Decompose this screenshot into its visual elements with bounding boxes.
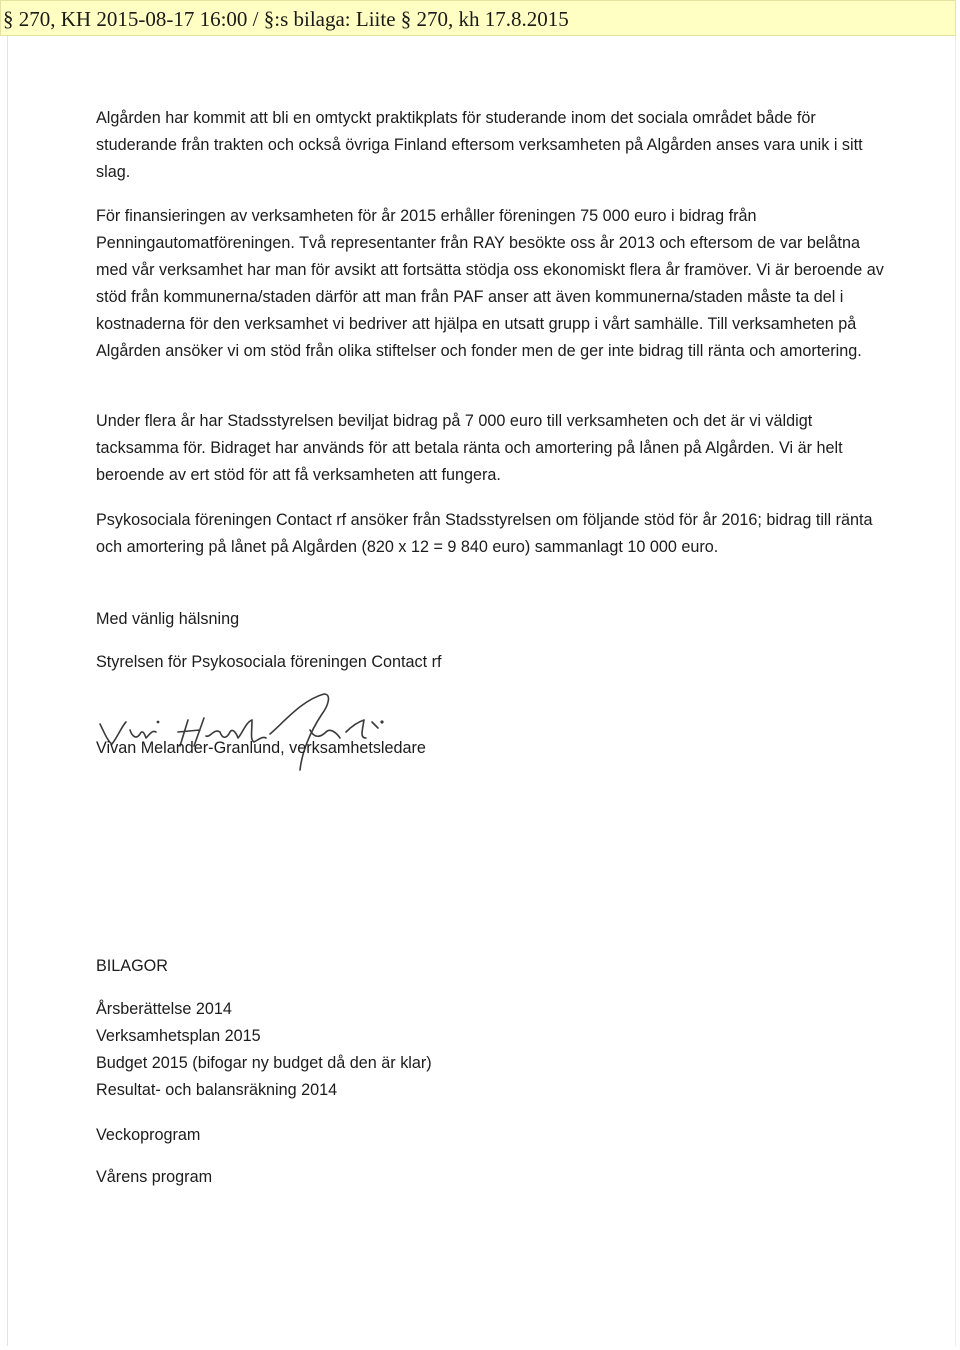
scan-right-edge (955, 36, 956, 1346)
attachment-item-veckoprogram: Veckoprogram (96, 1126, 201, 1144)
attachment-item-varens-program: Vårens program (96, 1168, 213, 1186)
attachment-item: Budget 2015 (bifogar ny budget då den är klar) (96, 1054, 432, 1072)
attachments-list (96, 996, 886, 1104)
attachment-item: Verksamhetsplan 2015 (96, 1027, 261, 1045)
attachment-item: Resultat- och balansräkning 2014 (96, 1081, 338, 1099)
closing-greeting: Med vänlig hälsning (96, 610, 240, 628)
paragraph-ansokan: Psykosociala föreningen Contact rf ansöker från Stadsstyrelsen om följande stöd för år 2016; bidrag till ränta och amortering på lånet på Algården (820 x 12 = 9 840 euro) sammanlagt 10 000 euro. (96, 511, 873, 556)
paragraph-praktikplats: Algården har kommit att bli en omtyckt praktikplats för studerande inom det sociala området både för studerande från trakten och också övriga Finland eftersom verksamheten på Algården anses vara unik i sitt slag. (96, 109, 863, 181)
attachment-item: Årsberättelse 2014 (96, 1000, 232, 1018)
document-header: § 270, KH 2015-08-17 16:00 / §:s bilaga: Liite § 270, kh 17.8.2015 (0, 0, 956, 36)
paragraph-finansiering: För finansieringen av verksamheten för år 2015 erhåller föreningen 75 000 euro i bidrag från Penningautomatföreningen. Två representanter från RAY besökte oss år 2013 och eftersom de var belåtna med vår verksamhet har man för avsikt att fortsätta stödja oss ekonomiskt flera år framöver. Vi är beroende av stöd från kommunerna/staden därför att man från PAF anser att även kommunerna/staden måste ta del i kostnaderna för den verksamhet vi bedriver att hjälpa en utsatt grupp i vårt samhälle. Till verksamheten på Algården ansöker vi om stöd från olika stiftelser och fonder men de ger inte bidrag till ränta och amortering. (96, 207, 884, 360)
scan-left-edge (7, 36, 8, 1346)
attachments-title: BILAGOR (96, 957, 168, 975)
sender-line: Styrelsen för Psykosociala föreningen Contact rf (96, 653, 442, 671)
paragraph-stadsstyrelsen: Under flera år har Stadsstyrelsen beviljat bidrag på 7 000 euro till verksamheten och det är vi väldigt tacksamma för. Bidraget har används för att betala ränta och amortering på lånen på Algården. Vi är helt beroende av ert stöd för att få verksamheten att fungera. (96, 412, 843, 484)
signatory-name: Vivan Melander-Granlund, verksamhetsledare (96, 739, 426, 757)
